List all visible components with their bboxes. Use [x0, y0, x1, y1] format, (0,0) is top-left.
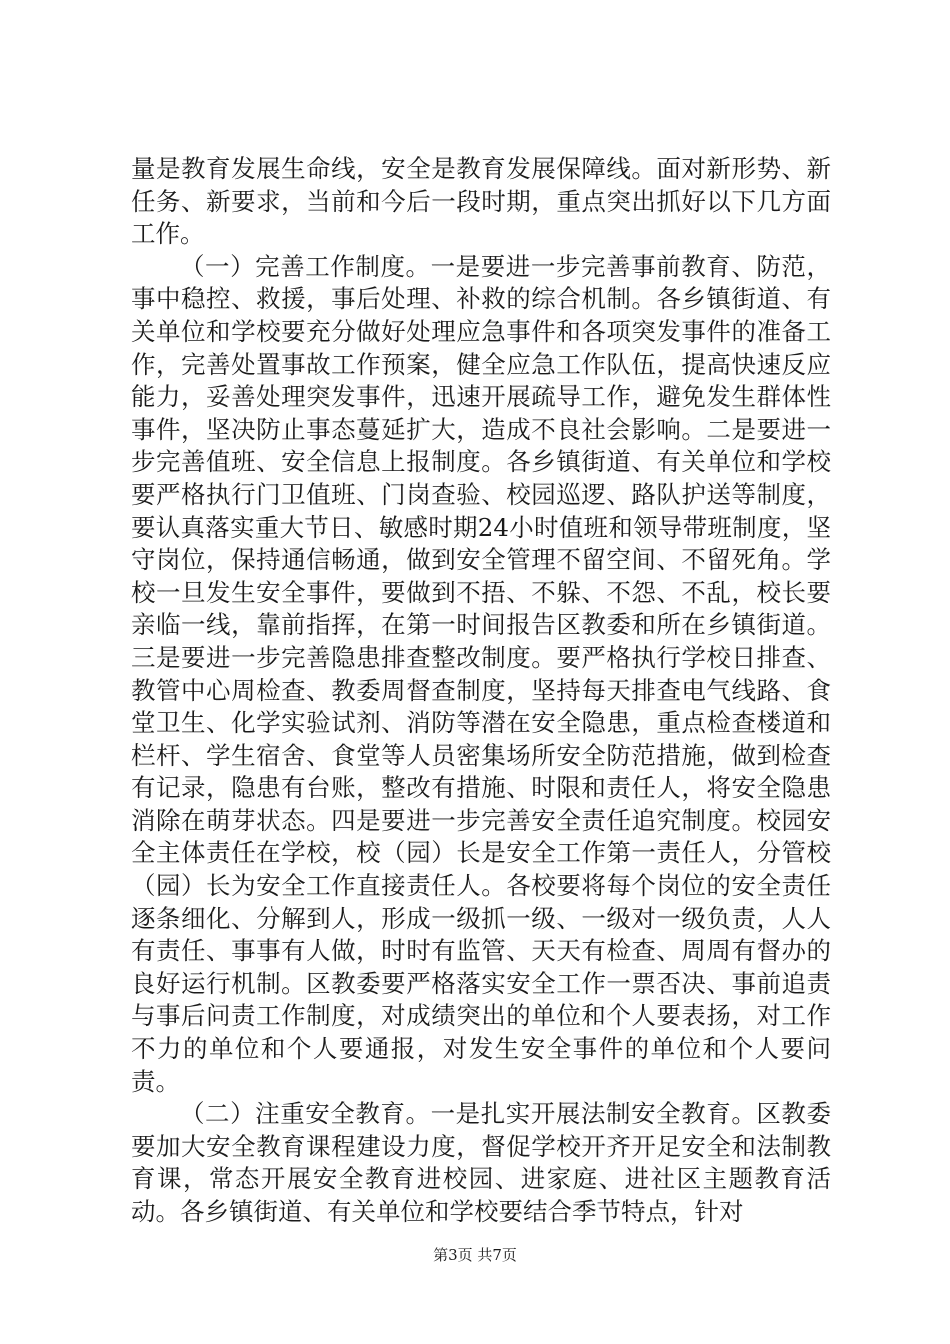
paragraph-continuation: 量是教育发展生命线，安全是教育发展保障线。面对新形势、新任务、新要求，当前和今后一段时期，重点突出抓好以下几方面工作。 [131, 154, 831, 249]
paragraph-section-2: （二）注重安全教育。一是扎实开展法制安全教育。区教委要加大安全教育课程建设力度，督促学校开齐开足安全和法制教育课，常态开展安全教育进校园、进家庭、进社区主题教育活动。各乡镇街道、有关单位和学校要结合季节特点，针对 [131, 1099, 831, 1226]
document-body [131, 153, 831, 1229]
paragraph-section-1: （一）完善工作制度。一是要进一步完善事前教育、防范，事中稳控、救援，事后处理、补救的综合机制。各乡镇街道、有关单位和学校要充分做好处理应急事件和各项突发事件的准备工作，完善处置事故工作预案，健全应急工作队伍，提高快速反应能力，妥善处理突发事件，迅速开展疏导工作，避免发生群体性事件，坚决防止事态蔓延扩大，造成不良社会影响。二是要进一步完善值班、安全信息上报制度。各乡镇街道、有关单位和学校要严格执行门卫值班、门岗查验、校园巡逻、路队护送等制度，要认真落实重大节日、敏感时期24小时值班和领导带班制度，坚守岗位，保持通信畅通，做到安全管理不留空间、不留死角。学校一旦发生安全事件，要做到不捂、不躲、不怨、不乱，校长要亲临一线，靠前指挥，在第一时间报告区教委和所在乡镇街道。三是要进一步完善隐患排查整改制度。要严格执行学校日排查、教管中心周检查、教委周督查制度，坚持每天排查电气线路、食堂卫生、化学实验试剂、消防等潜在安全隐患，重点检查楼道和栏杆、学生宿舍、食堂等人员密集场所安全防范措施，做到检查有记录，隐患有台账，整改有措施、时限和责任人，将安全隐患消除在萌芽状态。四是要进一步完善安全责任追究制度。校园安全主体责任在学校，校（园）长是安全工作第一责任人，分管校（园）长为安全工作直接责任人。各校要将每个岗位的安全责任逐条细化、分解到人，形成一级抓一级、一级对一级负责，人人有责任、事事有人做，时时有监管、天天有检查、周周有督办的良好运行机制。区教委要严格落实安全工作一票否决、事前追责与事后问责工作制度，对成绩突出的单位和个人要表扬，对工作不力的单位和个人要通报，对发生安全事件的单位和个人要问责。 [131, 251, 831, 1096]
page-footer: 第3页 共7页 [433, 1246, 517, 1264]
